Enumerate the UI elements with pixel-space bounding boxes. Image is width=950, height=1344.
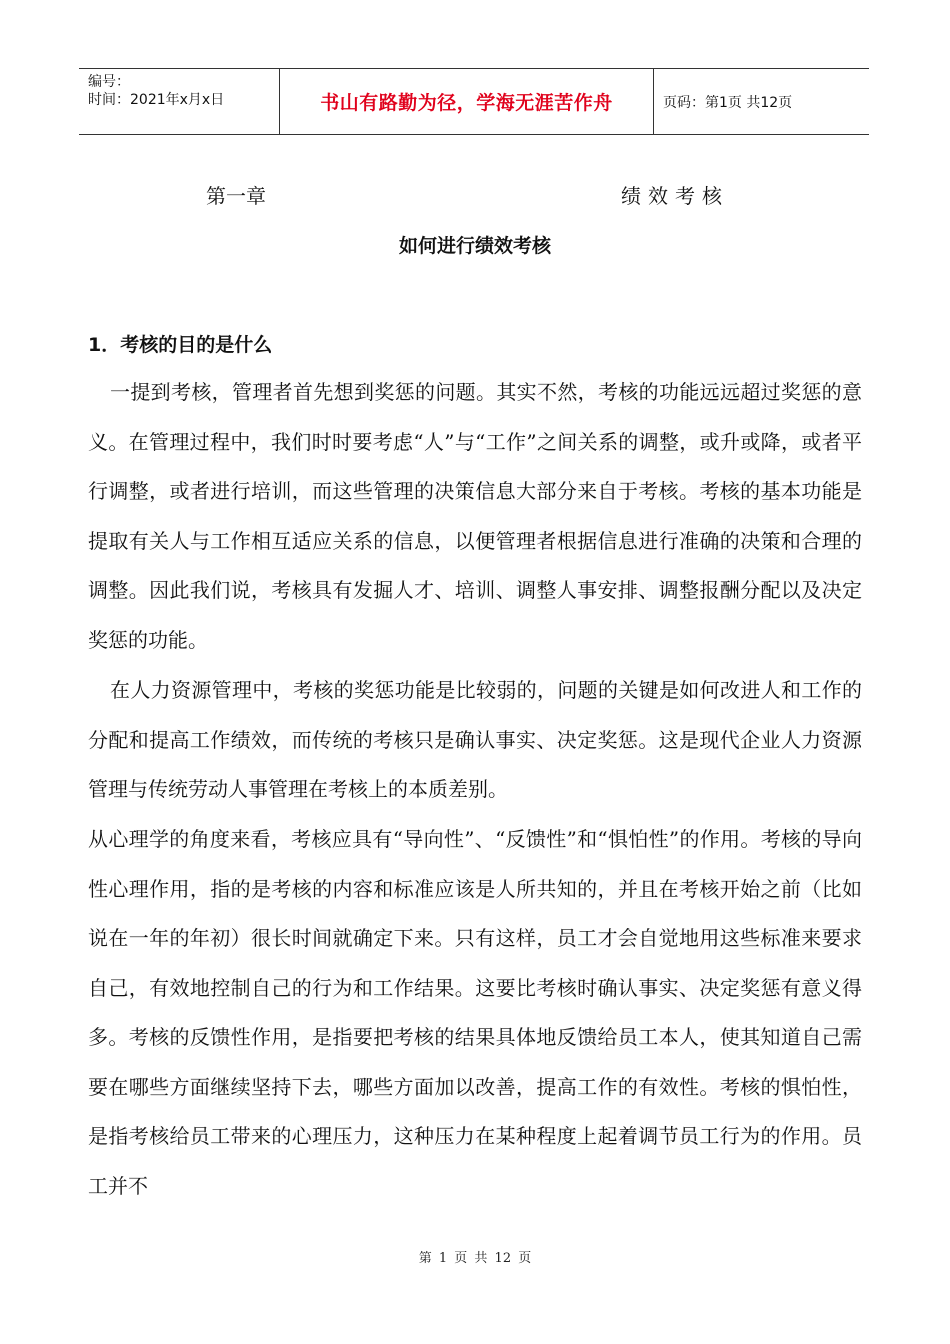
chapter-title: 绩效考核 (621, 184, 729, 208)
paragraph-3: 从心理学的角度来看，考核应具有“导向性”、“反馈性”和“惧怕性”的作用。考核的导向性心理作用，指的是考核的内容和标准应该是人所共知的，并且在考核开始之前（比如说在一年的年初）很长时间就确定下来。只有这样，员工才会自觉地用这些标准来要求自己，有效地控制自己的行为和工作结果。这要比考核时确认事实、决定奖惩有意义得多。考核的反馈性作用，是指要把考核的结果具体地反馈给员工本人，使其知道自己需要在哪些方面继续坚持下去，哪些方面加以改善，提高工作的有效性。考核的惧怕性，是指考核给员工带来的心理压力，这种压力在某种程度上起着调节员工行为的作用。员工并不 (88, 827, 862, 1198)
chapter-number: 第一章 (206, 184, 266, 208)
header-motto: 书山有路勤为径，学海无涯苦作舟 (280, 69, 654, 134)
chapter-line (0, 180, 950, 208)
page-footer: 第 1 页 共 12 页 (418, 1251, 532, 1266)
document-title: 如何进行绩效考核 (398, 235, 551, 257)
paragraph-2: 在人力资源管理中，考核的奖惩功能是比较弱的，问题的关键是如何改进人和工作的分配和提高工作绩效，而传统的考核只是确认事实、决定奖惩。这是现代企业人力资源管理与传统劳动人事管理在考核上的本质差别。 (88, 678, 862, 801)
document-header (79, 68, 869, 135)
header-page-info: 页码：第1页 共12页 (663, 94, 793, 111)
paragraph-1: 一提到考核，管理者首先想到奖惩的问题。其实不然，考核的功能远远超过奖惩的意义。在管理过程中，我们时时要考虑“人”与“工作”之间关系的调整，或升或降，或者平行调整，或者进行培训，而这些管理的决策信息大部分来自于考核。考核的基本功能是提取有关人与工作相互适应关系的信息，以便管理者根据信息进行准确的决策和合理的调整。因此我们说，考核具有发掘人才、培训、调整人事安排、调整报酬分配以及决定奖惩的功能。 (88, 380, 862, 652)
header-number-label: 编号： (88, 74, 130, 90)
header-meta-cell (79, 69, 280, 134)
header-date-label: 时间：2021年x月x日 (88, 92, 225, 108)
section-heading: 1．考核的目的是什么 (88, 334, 273, 356)
